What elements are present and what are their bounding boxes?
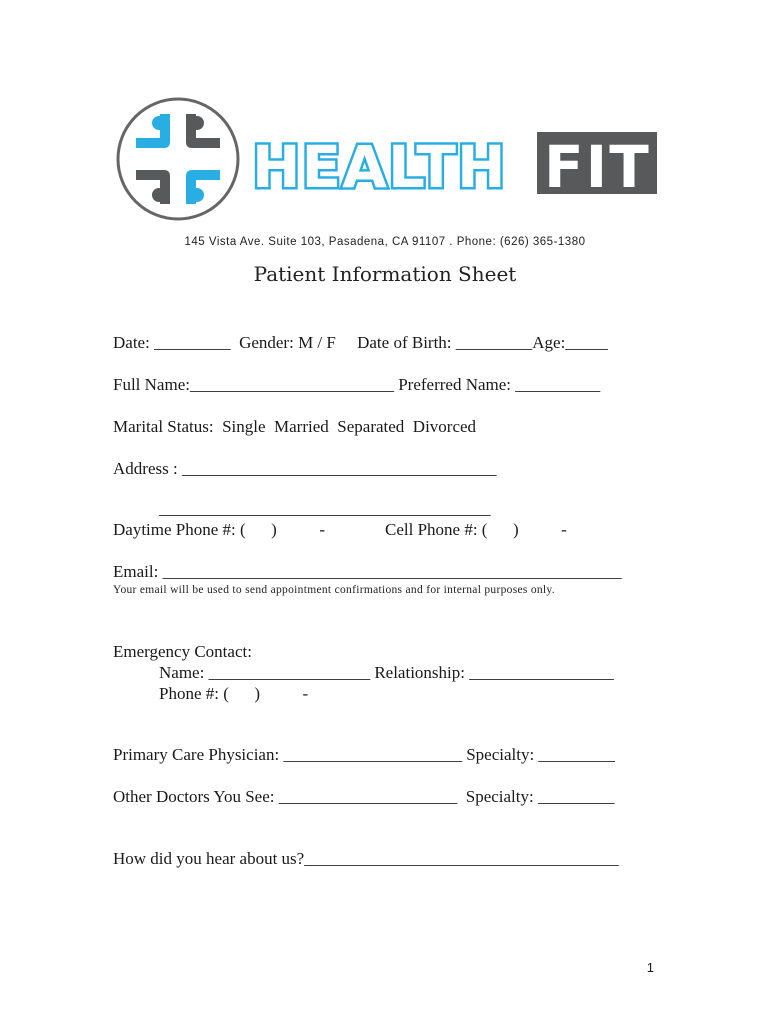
form-row-email[interactable]: Email: ______________________________________________________: [113, 562, 622, 581]
form-row-emergency-name[interactable]: Name: ___________________ Relationship: _________________: [159, 663, 614, 682]
form-row-marital-status[interactable]: Marital Status: Single Married Separated Divorced: [113, 417, 477, 436]
form-row-address[interactable]: Address : _____________________________________: [113, 459, 497, 478]
clinic-address: 145 Vista Ave. Suite 103, Pasadena, CA 91107 . Phone: (626) 365-1380: [184, 236, 586, 248]
healthfit-logo: [112, 92, 672, 232]
brand-name-fit: FIT: [544, 133, 651, 201]
email-note: Your email will be used to send appointment confirmations and for internal purposes only.: [113, 584, 555, 596]
people-cross-icon: [118, 99, 238, 219]
form-row-address-line2[interactable]: _______________________________________: [159, 499, 491, 518]
form-row-other-doctors[interactable]: Other Doctors You See: _____________________ Specialty: _________: [113, 787, 615, 806]
page-number: 1: [646, 960, 654, 975]
brand-name-health: HEALTH: [252, 133, 507, 201]
page-title: Patient Information Sheet: [253, 262, 517, 286]
form-row-daytime-phone[interactable]: Daytime Phone #: ( ) -: [113, 520, 325, 539]
form-row-names[interactable]: Full Name:________________________ Preferred Name: __________: [113, 375, 601, 394]
form-row-emergency-phone[interactable]: Phone #: ( ) -: [159, 684, 309, 703]
form-row-date-gender-dob[interactable]: Date: _________ Gender: M / F Date of Birth: _________Age:_____: [113, 333, 608, 352]
form-row-cell-phone[interactable]: Cell Phone #: ( ) -: [385, 520, 567, 539]
form-row-referral[interactable]: How did you hear about us?_____________________________________: [113, 849, 619, 868]
emergency-contact-heading: Emergency Contact:: [113, 642, 252, 661]
form-row-primary-physician[interactable]: Primary Care Physician: _____________________ Specialty: _________: [113, 745, 615, 764]
